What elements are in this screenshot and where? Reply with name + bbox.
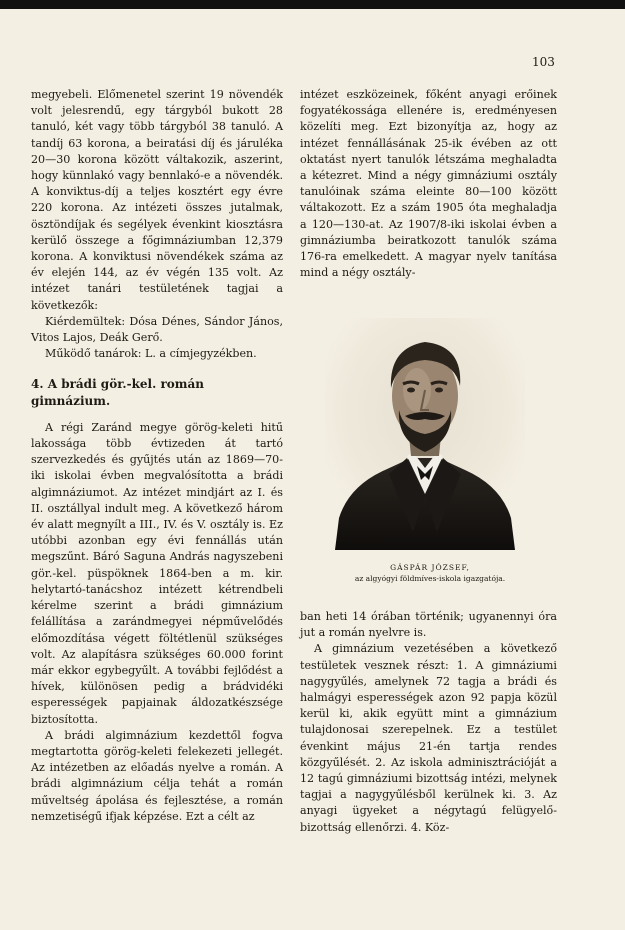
right-paragraph-bottom-1: ban heti 14 órában történik; ugyanennyi óra jut a román nyelvre is.	[300, 610, 557, 640]
top-border	[0, 0, 625, 9]
left-paragraph-2: A régi Zaránd megye görög-keleti hitű lakossága több évtizeden át tartó szervezkedés és gyűjtés után az 1869—70-iki iskolai évben megvalósította a brádi algimnáziumot. Az intézet mindjárt az I. és II. osztállyal indult meg. A következő három év alatt megnyílt a III., IV. és V. osztály is. Ez utóbbi azonban egy évi fennállás után megszűnt. Báró Saguna András nagyszebeni gör.-kel. püspöknek 1864-ben a m. kir. helytartó-tanácshoz intézett kétrendbeli kérelme szerint a brádi gimnázium felállítása a zarándmegyei népművelődés előmozdítása végett föltétlenül szükséges volt. Az alapításra szükséges 60.000 forint már ekkor egybegyűlt. A további fejlődést a hívek, különösen pedig a brádvidéki esperességek papjainak áldozatkészsége biztosította.	[31, 420, 283, 726]
right-paragraph-bottom-2: A gimnázium vezetésében a következő testületek vesznek részt: 1. A gimnáziumi nagygyűlés, amelynek 72 tagja a brádi és halmágyi esperességek azon 92 papja közül kerül ki, akik együtt mint a gimnázium tulajdonosai szerepelnek. Ez a testület évenkint május 21-én tartja rendes közgyűlését. 2. Az iskola adminisztrációját a 12 tagú gimnáziumi bizottság intézi, melynek tagjai a nagygyűlésből kerülnek ki. 3. Az anyagi ügyeket a négytagú felügyelő-bizottság ellenőrzi. 4. Köz-	[300, 642, 557, 834]
right-column-top	[300, 87, 557, 281]
left-paragraph-3: A brádi algimnázium kezdettől fogva megtartotta görög-keleti felekezeti jellegét. Az intézetben az előadás nyelve a román. A brádi algimnázium célja tehát a román műveltség ápolása és fejlesztése, a román nemzetiségű ifjak képzése. Ezt a célt az	[31, 728, 283, 823]
left-column	[31, 87, 283, 825]
right-column-bottom	[300, 609, 557, 836]
right-paragraph-top: intézet eszközeinek, főként anyagi erőinek fogyatékossága ellenére is, eredményesen közelíti meg. Ezt bizonyítja az, hogy az intézet fennállásának 25-ik évében az ott oktatást nyert tanulók létszáma meghaladta a kétezret. Mind a négy gimnáziumi osztály tanulóinak száma eleinte 80—100 között váltakozott. Ez a szám 1905 óta meghaladja a 120—130-at. Az 1907/8-iki iskolai évben a gimnáziumba beiratkozott tanulók száma 176-ra emelkedett. A magyar nyelv tanítása mind a négy osztály-	[300, 88, 557, 280]
mukodo-tanarok-line: Működő tanárok: L. a címjegyzékben.	[45, 347, 257, 361]
caption-title: az algyógyi földmíves-iskola igazgatója.	[354, 574, 506, 583]
section-heading: 4. A brádi gör.-kel. román gimnázium.	[31, 377, 204, 408]
portrait-photo	[325, 318, 525, 550]
left-paragraph-1: megyebeli. Előmenetel szerint 19 növendék volt jelesrendű, egy tárgyból bukott 28 tanuló, két vagy több tárgyból 38 tanuló. A tandíj 63 korona, a beiratási díj és járuléka 20—30 korona között váltakozik, aszerint, hogy künnlakó vagy bennlakó-e a növendék. A konviktus-díj a teljes kosztért egy évre 220 korona. Az intézeti összes jutalmak, ösztöndíjak és segélyek évenkint kiosztásra kerülő összege a főgimnáziumban 12,379 korona. A konviktusi növendékek száma az év elején 144, az év végén 135 volt. Az intézet tanári testületének tagjai a következők:	[31, 88, 283, 312]
caption-name: GÁSPÁR JÓZSEF,	[390, 563, 470, 572]
page-number: 103	[532, 55, 555, 69]
kierdemultek-line: Kiérdemültek: Dósa Dénes, Sándor János, Vitos Lajos, Deák Gerő.	[31, 314, 283, 345]
portrait-caption	[305, 562, 555, 584]
